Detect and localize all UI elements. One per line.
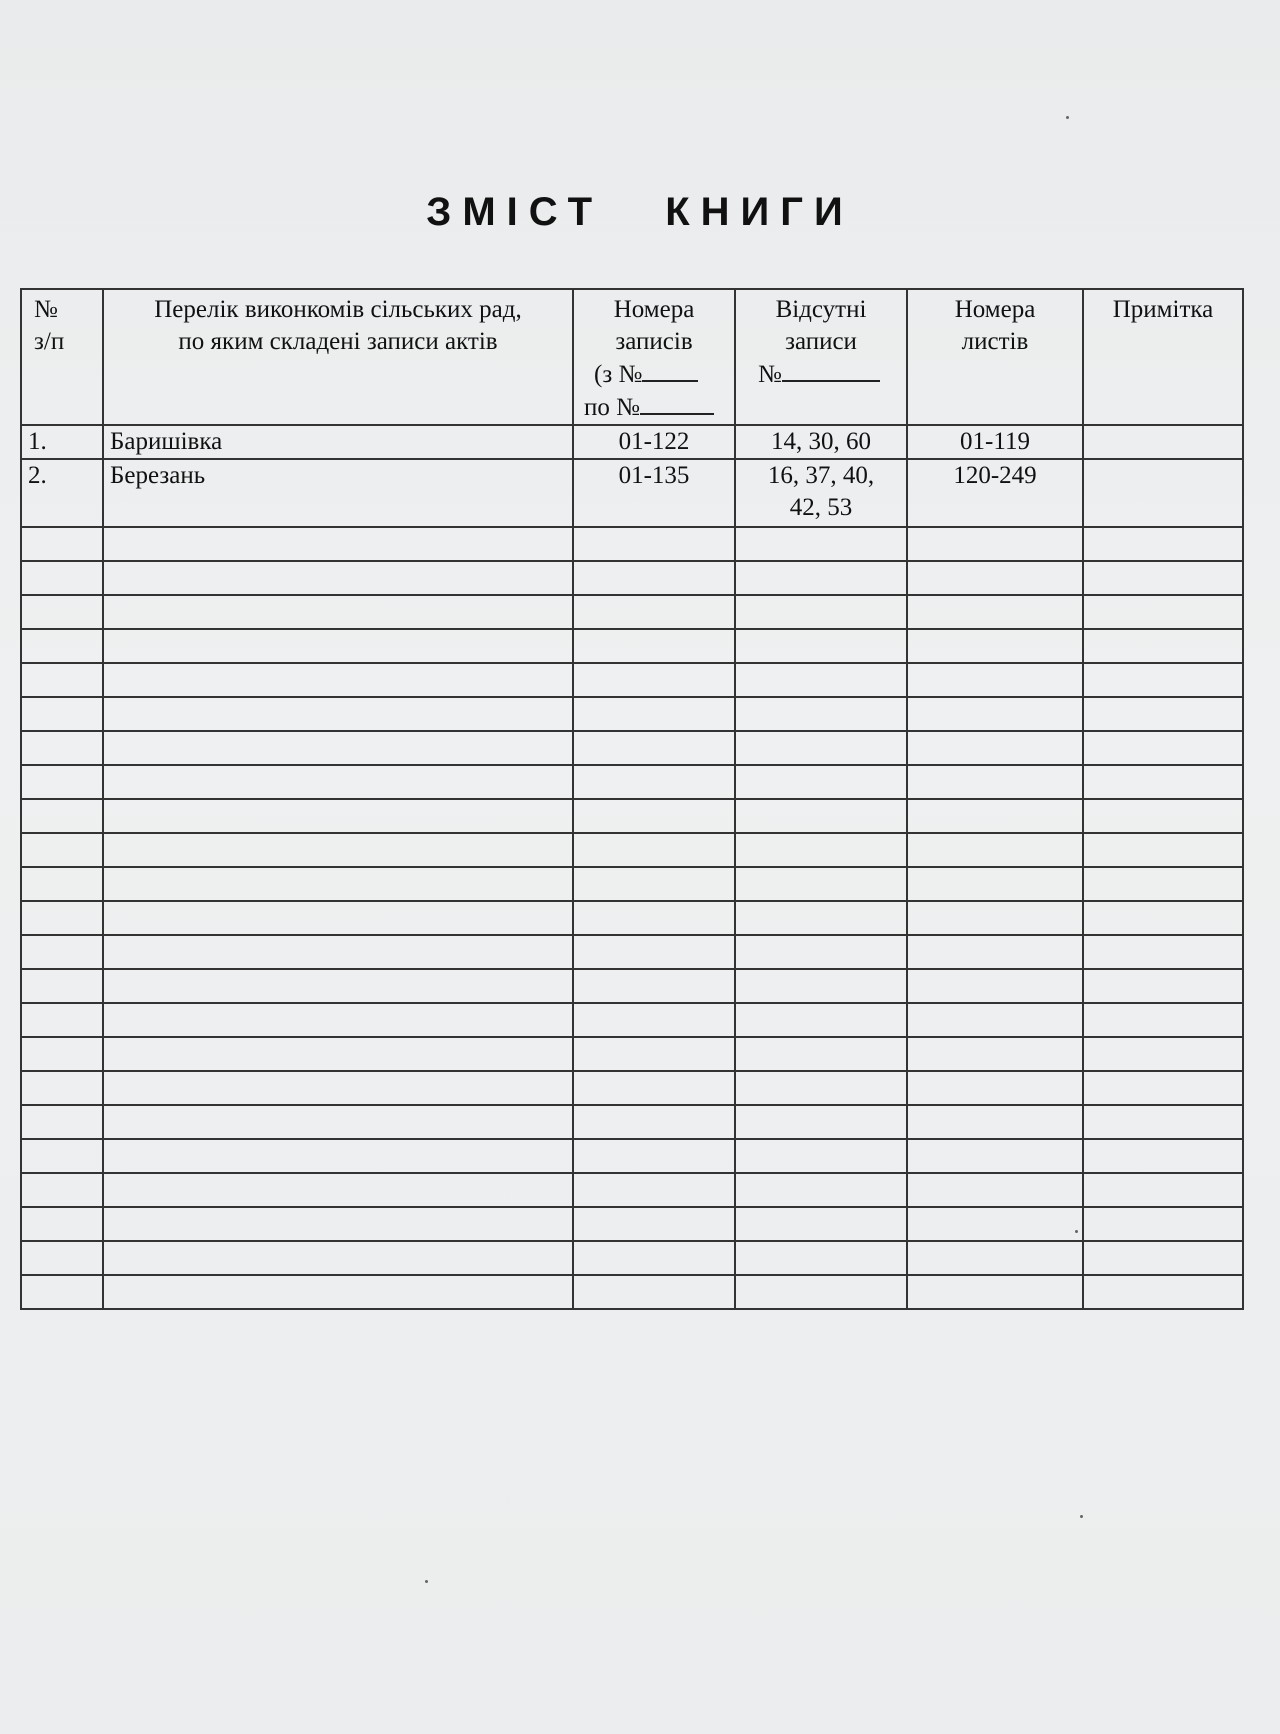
note-cell	[1083, 1173, 1243, 1207]
header-record-numbers	[573, 289, 735, 425]
sheet-numbers	[907, 799, 1083, 833]
header-councils-line1: Перелік виконкомів сільських рад,	[154, 296, 522, 323]
council-name	[103, 527, 573, 561]
note-cell	[1083, 765, 1243, 799]
note-cell	[1083, 1207, 1243, 1241]
header-missing-line2: записи	[785, 328, 857, 355]
note-cell	[1083, 1003, 1243, 1037]
missing-records-line: 14, 30, 60	[771, 428, 871, 455]
sheet-numbers	[907, 527, 1083, 561]
paper-speck	[1075, 1230, 1078, 1233]
sheet-numbers	[907, 629, 1083, 663]
empty-table-row	[21, 1003, 1243, 1037]
empty-table-row	[21, 833, 1243, 867]
empty-table-row	[21, 969, 1243, 1003]
header-record-numbers-to: по №	[580, 391, 728, 424]
missing-records	[735, 629, 907, 663]
record-numbers	[573, 731, 735, 765]
sheet-numbers	[907, 765, 1083, 799]
council-name	[103, 1207, 573, 1241]
council-name	[103, 731, 573, 765]
record-numbers	[573, 1071, 735, 1105]
council-name: Баришівка	[103, 425, 573, 459]
missing-records	[735, 1003, 907, 1037]
record-numbers	[573, 1241, 735, 1275]
row-number	[21, 731, 103, 765]
record-numbers: 01-135	[573, 459, 735, 527]
record-numbers	[573, 867, 735, 901]
note-cell	[1083, 799, 1243, 833]
record-numbers	[573, 1139, 735, 1173]
note-cell	[1083, 833, 1243, 867]
note-cell	[1083, 935, 1243, 969]
row-number	[21, 765, 103, 799]
note-cell	[1083, 1275, 1243, 1309]
council-name	[103, 629, 573, 663]
missing-records	[735, 1139, 907, 1173]
record-numbers	[573, 799, 735, 833]
sheet-numbers: 120-249	[907, 459, 1083, 527]
record-numbers	[573, 527, 735, 561]
sheet-numbers	[907, 1241, 1083, 1275]
sheet-numbers	[907, 1173, 1083, 1207]
empty-table-row	[21, 1037, 1243, 1071]
note-cell	[1083, 731, 1243, 765]
council-name	[103, 663, 573, 697]
sheet-numbers: 01-119	[907, 425, 1083, 459]
paper-speck	[1066, 116, 1069, 119]
row-number	[21, 1037, 103, 1071]
row-number	[21, 1241, 103, 1275]
sheet-numbers	[907, 561, 1083, 595]
missing-records	[735, 459, 907, 527]
missing-records	[735, 765, 907, 799]
record-numbers	[573, 935, 735, 969]
missing-records	[735, 561, 907, 595]
row-number	[21, 1207, 103, 1241]
empty-table-row	[21, 561, 1243, 595]
note-cell	[1083, 901, 1243, 935]
sheet-numbers	[907, 867, 1083, 901]
row-number	[21, 799, 103, 833]
header-missing-records	[735, 289, 907, 425]
row-number	[21, 1173, 103, 1207]
record-numbers	[573, 833, 735, 867]
header-missing-number: №	[742, 358, 900, 391]
empty-table-row	[21, 1139, 1243, 1173]
council-name	[103, 1275, 573, 1309]
council-name	[103, 1071, 573, 1105]
row-number	[21, 561, 103, 595]
empty-table-row	[21, 663, 1243, 697]
empty-table-row	[21, 1275, 1243, 1309]
missing-records	[735, 1071, 907, 1105]
row-number: 2.	[21, 459, 103, 527]
row-number	[21, 1139, 103, 1173]
row-number	[21, 697, 103, 731]
council-name	[103, 1003, 573, 1037]
note-cell	[1083, 969, 1243, 1003]
sheet-numbers	[907, 1037, 1083, 1071]
sheet-numbers	[907, 1071, 1083, 1105]
empty-table-row	[21, 629, 1243, 663]
missing-records	[735, 1207, 907, 1241]
sheet-numbers	[907, 697, 1083, 731]
council-name	[103, 867, 573, 901]
sheet-numbers	[907, 595, 1083, 629]
sheet-numbers	[907, 1105, 1083, 1139]
sheet-numbers	[907, 901, 1083, 935]
missing-records	[735, 425, 907, 459]
table-header-row	[21, 289, 1243, 425]
sheet-numbers	[907, 969, 1083, 1003]
empty-table-row	[21, 867, 1243, 901]
row-number	[21, 1105, 103, 1139]
sheet-numbers	[907, 731, 1083, 765]
record-numbers	[573, 901, 735, 935]
missing-records-line: 42, 53	[789, 494, 853, 521]
header-number-line2: з/п	[34, 328, 65, 355]
note-cell	[1083, 459, 1243, 527]
council-name	[103, 833, 573, 867]
row-number	[21, 1003, 103, 1037]
missing-records	[735, 901, 907, 935]
empty-table-row	[21, 765, 1243, 799]
note-cell	[1083, 595, 1243, 629]
missing-records	[735, 663, 907, 697]
record-numbers	[573, 595, 735, 629]
sheet-numbers	[907, 1207, 1083, 1241]
row-number	[21, 969, 103, 1003]
header-record-numbers-from: (з №	[580, 358, 728, 391]
note-cell	[1083, 1037, 1243, 1071]
row-number	[21, 867, 103, 901]
missing-records	[735, 595, 907, 629]
row-number	[21, 663, 103, 697]
row-number: 1.	[21, 425, 103, 459]
council-name	[103, 595, 573, 629]
council-name	[103, 697, 573, 731]
missing-records	[735, 697, 907, 731]
note-cell	[1083, 629, 1243, 663]
missing-records	[735, 1241, 907, 1275]
header-missing-line1: Відсутні	[775, 296, 867, 323]
record-numbers	[573, 1105, 735, 1139]
empty-table-row	[21, 1173, 1243, 1207]
missing-records	[735, 833, 907, 867]
missing-records	[735, 935, 907, 969]
sheet-numbers	[907, 833, 1083, 867]
row-number	[21, 1275, 103, 1309]
record-numbers	[573, 1003, 735, 1037]
header-sheets-line2: листів	[961, 328, 1029, 355]
record-numbers: 01-122	[573, 425, 735, 459]
empty-table-row	[21, 799, 1243, 833]
header-number	[21, 289, 103, 425]
council-name	[103, 935, 573, 969]
missing-records	[735, 1275, 907, 1309]
sheet-numbers	[907, 1003, 1083, 1037]
missing-records	[735, 867, 907, 901]
record-numbers	[573, 663, 735, 697]
missing-records	[735, 799, 907, 833]
missing-records	[735, 1173, 907, 1207]
row-number	[21, 833, 103, 867]
empty-table-row	[21, 901, 1243, 935]
header-record-numbers-line2: записів	[615, 328, 693, 355]
record-numbers	[573, 697, 735, 731]
header-record-numbers-line1: Номера	[613, 296, 695, 323]
sheet-numbers	[907, 1275, 1083, 1309]
missing-records	[735, 1037, 907, 1071]
page-title: ЗМІСТ КНИГИ	[426, 190, 854, 234]
note-cell	[1083, 1241, 1243, 1275]
empty-table-row	[21, 527, 1243, 561]
note-cell	[1083, 663, 1243, 697]
record-numbers	[573, 1173, 735, 1207]
missing-records	[735, 969, 907, 1003]
council-name: Березань	[103, 459, 573, 527]
missing-records	[735, 527, 907, 561]
header-sheets-line1: Номера	[954, 296, 1036, 323]
note-cell	[1083, 527, 1243, 561]
council-name	[103, 799, 573, 833]
council-name	[103, 1139, 573, 1173]
sheet-numbers	[907, 663, 1083, 697]
row-number	[21, 595, 103, 629]
header-number-line1: №	[34, 296, 58, 323]
header-note: Примітка	[1083, 289, 1243, 425]
record-numbers	[573, 561, 735, 595]
row-number	[21, 629, 103, 663]
council-name	[103, 901, 573, 935]
record-numbers	[573, 1037, 735, 1071]
row-number	[21, 901, 103, 935]
record-numbers	[573, 629, 735, 663]
council-name	[103, 1173, 573, 1207]
row-number	[21, 1071, 103, 1105]
empty-table-row	[21, 595, 1243, 629]
empty-table-row	[21, 1241, 1243, 1275]
note-cell	[1083, 561, 1243, 595]
row-number	[21, 527, 103, 561]
missing-records	[735, 1105, 907, 1139]
council-name	[103, 561, 573, 595]
header-sheet-numbers	[907, 289, 1083, 425]
note-cell	[1083, 1105, 1243, 1139]
empty-table-row	[21, 1105, 1243, 1139]
empty-table-row	[21, 731, 1243, 765]
missing-records-line: 16, 37, 40,	[767, 462, 875, 489]
row-number	[21, 935, 103, 969]
record-numbers	[573, 765, 735, 799]
note-cell	[1083, 1139, 1243, 1173]
empty-table-row	[21, 697, 1243, 731]
note-cell	[1083, 425, 1243, 459]
paper-speck	[425, 1580, 428, 1583]
header-councils	[103, 289, 573, 425]
empty-table-row	[21, 935, 1243, 969]
empty-table-row	[21, 1071, 1243, 1105]
sheet-numbers	[907, 1139, 1083, 1173]
note-cell	[1083, 697, 1243, 731]
record-numbers	[573, 1207, 735, 1241]
table-row	[21, 425, 1243, 459]
council-name	[103, 1241, 573, 1275]
council-name	[103, 969, 573, 1003]
council-name	[103, 765, 573, 799]
empty-table-row	[21, 1207, 1243, 1241]
note-cell	[1083, 867, 1243, 901]
council-name	[103, 1037, 573, 1071]
council-name	[103, 1105, 573, 1139]
record-numbers	[573, 1275, 735, 1309]
note-cell	[1083, 1071, 1243, 1105]
missing-records	[735, 731, 907, 765]
contents-table	[20, 288, 1244, 1310]
table-row	[21, 459, 1243, 527]
record-numbers	[573, 969, 735, 1003]
sheet-numbers	[907, 935, 1083, 969]
header-councils-line2: по яким складені записи актів	[178, 328, 498, 355]
paper-speck	[1080, 1515, 1083, 1518]
